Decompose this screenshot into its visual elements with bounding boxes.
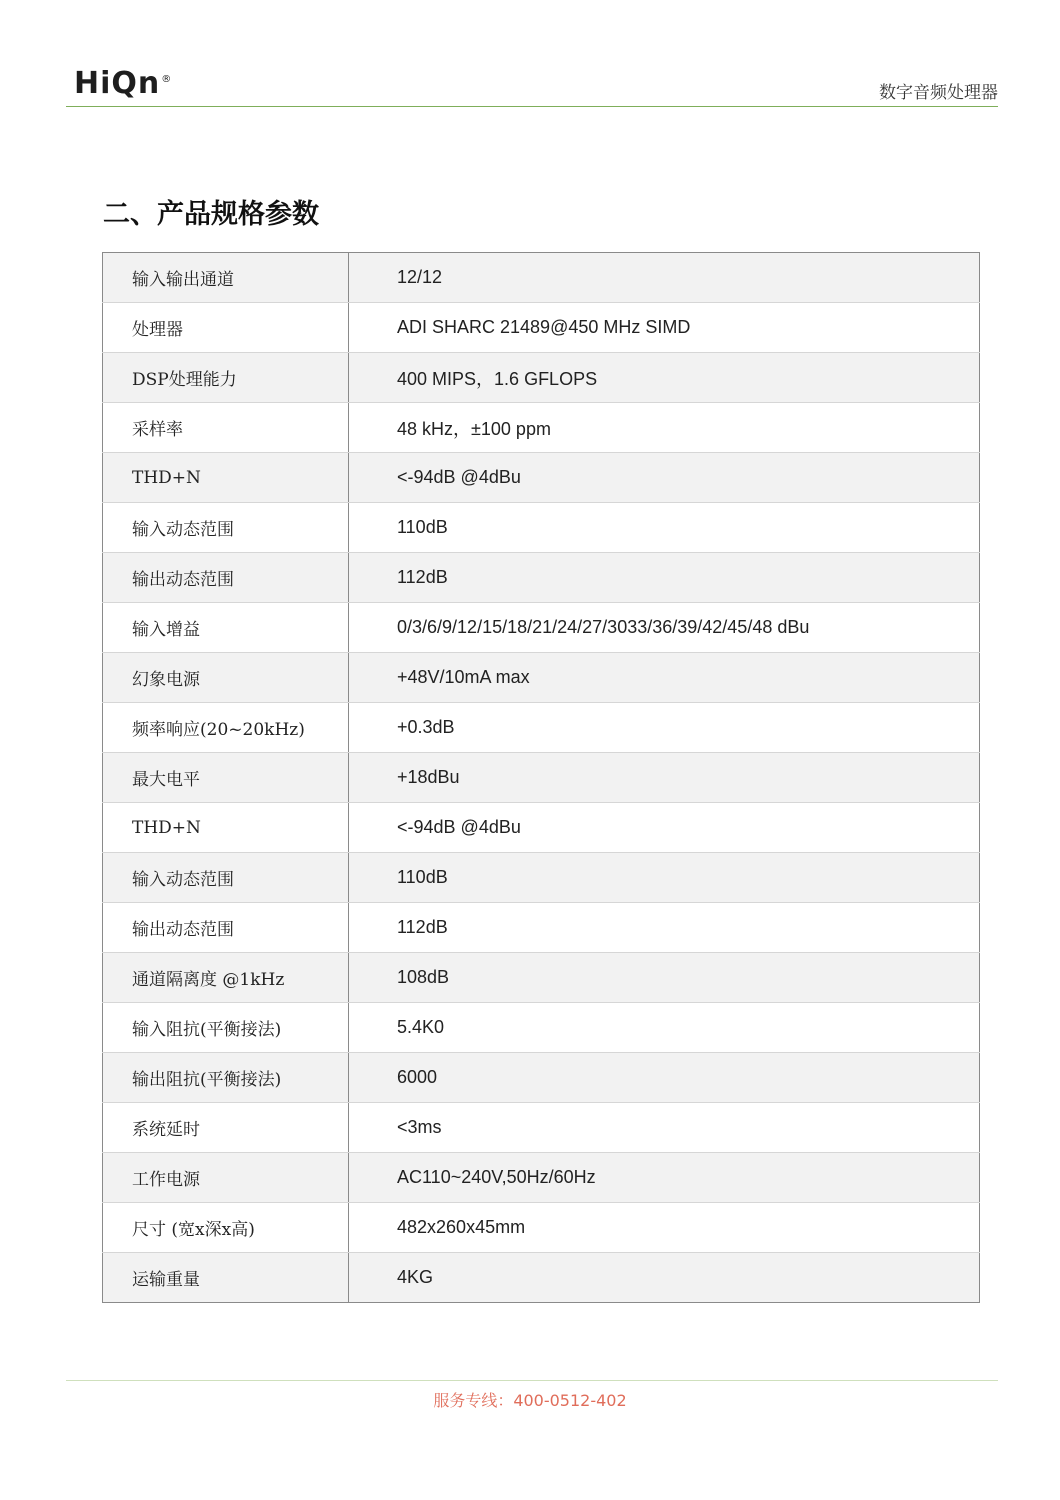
spec-value: 108dB bbox=[349, 953, 980, 1003]
spec-value: +0.3dB bbox=[349, 703, 980, 753]
spec-value: +48V/10mA max bbox=[349, 653, 980, 703]
spec-value: 5.4K0 bbox=[349, 1003, 980, 1053]
spec-row bbox=[103, 1203, 980, 1253]
spec-name: 输出动态范围 bbox=[103, 553, 349, 603]
spec-value: 0/3/6/9/12/15/18/21/24/27/3033/36/39/42/45/48 dBu bbox=[349, 603, 980, 653]
spec-value: 400 MIPS，1.6 GFLOPS bbox=[349, 353, 980, 403]
spec-name: 系统延时 bbox=[103, 1103, 349, 1153]
footer-divider bbox=[66, 1380, 998, 1381]
brand-logo-text: HiQn bbox=[74, 66, 161, 101]
spec-row bbox=[103, 603, 980, 653]
spec-row bbox=[103, 653, 980, 703]
spec-row bbox=[103, 903, 980, 953]
spec-row bbox=[103, 803, 980, 853]
spec-value: <-94dB @4dBu bbox=[349, 453, 980, 503]
spec-row bbox=[103, 403, 980, 453]
spec-name: 输出阻抗(平衡接法) bbox=[103, 1053, 349, 1103]
spec-value: 110dB bbox=[349, 503, 980, 553]
service-hotline: 服务专线：400-0512-402 bbox=[433, 1391, 627, 1410]
spec-value: 48 kHz，±100 ppm bbox=[349, 403, 980, 453]
spec-row bbox=[103, 553, 980, 603]
spec-row bbox=[103, 953, 980, 1003]
spec-row bbox=[103, 703, 980, 753]
page-header bbox=[66, 58, 998, 107]
spec-name: THD+N bbox=[103, 803, 349, 853]
document-title: 数字音频处理器 bbox=[879, 83, 998, 103]
section-title: 二、产品规格参数 bbox=[103, 199, 319, 230]
spec-name: 输出动态范围 bbox=[103, 903, 349, 953]
spec-name: 输入增益 bbox=[103, 603, 349, 653]
spec-name: 输入输出通道 bbox=[103, 253, 349, 303]
spec-value: ADI SHARC 21489@450 MHz SIMD bbox=[349, 303, 980, 353]
spec-row bbox=[103, 503, 980, 553]
spec-value: 4KG bbox=[349, 1253, 980, 1303]
spec-row bbox=[103, 303, 980, 353]
brand-logo bbox=[74, 66, 172, 101]
spec-name: 幻象电源 bbox=[103, 653, 349, 703]
spec-name: 输入动态范围 bbox=[103, 503, 349, 553]
spec-name: 频率响应(20~20kHz) bbox=[103, 703, 349, 753]
spec-value: 112dB bbox=[349, 553, 980, 603]
spec-row bbox=[103, 453, 980, 503]
spec-name: 处理器 bbox=[103, 303, 349, 353]
spec-value: +18dBu bbox=[349, 753, 980, 803]
spec-row bbox=[103, 353, 980, 403]
spec-name: DSP处理能力 bbox=[103, 353, 349, 403]
spec-row bbox=[103, 1053, 980, 1103]
spec-name: THD+N bbox=[103, 453, 349, 503]
spec-row bbox=[103, 753, 980, 803]
spec-row bbox=[103, 1153, 980, 1203]
spec-name: 尺寸 (宽x深x高) bbox=[103, 1203, 349, 1253]
spec-name: 工作电源 bbox=[103, 1153, 349, 1203]
spec-row bbox=[103, 1103, 980, 1153]
spec-row bbox=[103, 1003, 980, 1053]
spec-value: AC110~240V,50Hz/60Hz bbox=[349, 1153, 980, 1203]
spec-name: 通道隔离度 @1kHz bbox=[103, 953, 349, 1003]
spec-row bbox=[103, 253, 980, 303]
spec-row bbox=[103, 1253, 980, 1303]
spec-name: 运输重量 bbox=[103, 1253, 349, 1303]
spec-value: <-94dB @4dBu bbox=[349, 803, 980, 853]
spec-value: 110dB bbox=[349, 853, 980, 903]
spec-name: 最大电平 bbox=[103, 753, 349, 803]
spec-row bbox=[103, 853, 980, 903]
spec-value: 6000 bbox=[349, 1053, 980, 1103]
spec-name: 输入动态范围 bbox=[103, 853, 349, 903]
spec-value: 112dB bbox=[349, 903, 980, 953]
spec-table bbox=[102, 252, 980, 1303]
spec-value: 12/12 bbox=[349, 253, 980, 303]
spec-value: 482x260x45mm bbox=[349, 1203, 980, 1253]
spec-value: <3ms bbox=[349, 1103, 980, 1153]
spec-name: 采样率 bbox=[103, 403, 349, 453]
registered-mark: ® bbox=[161, 74, 173, 85]
spec-name: 输入阻抗(平衡接法) bbox=[103, 1003, 349, 1053]
